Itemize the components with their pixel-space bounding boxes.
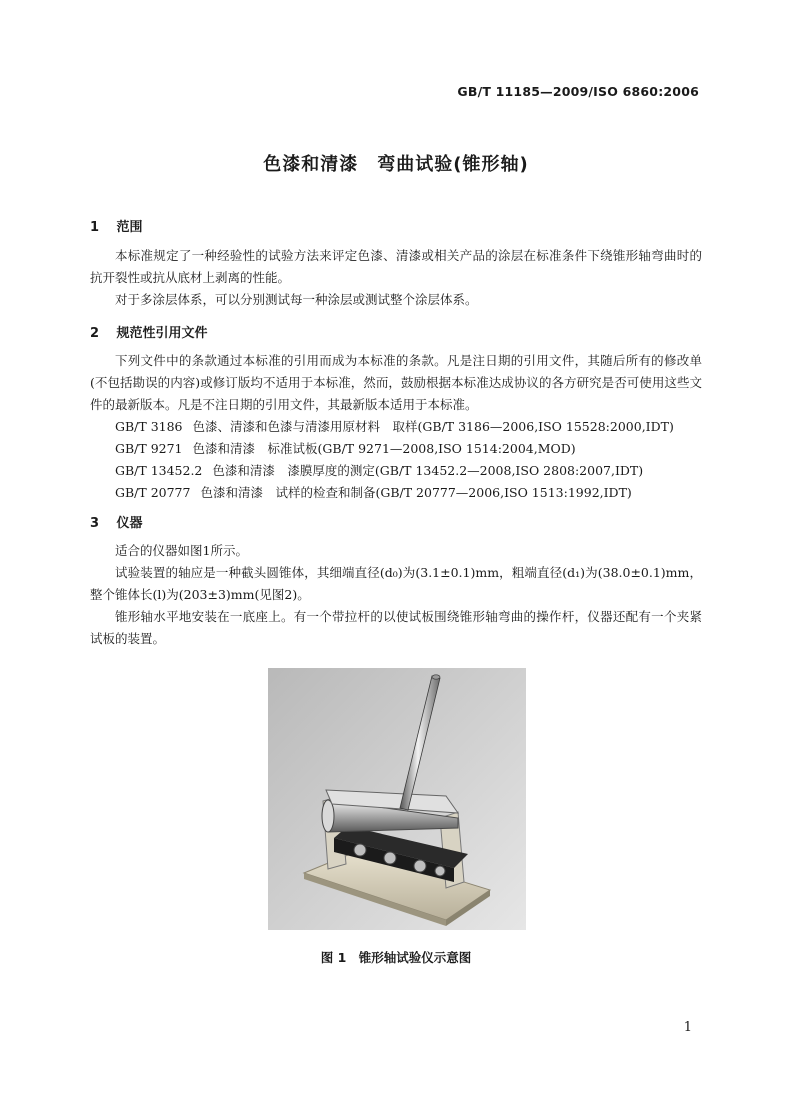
reference-code: GB/T 13452.2: [115, 463, 203, 478]
section-3-paragraph-1: 适合的仪器如图1所示。: [115, 543, 248, 558]
reference-item: [115, 416, 705, 438]
reference-text: 色漆和清漆 标准试板(GB/T 9271—2008,ISO 1514:2004,MOD): [192, 441, 576, 456]
section-title: 仪器: [116, 516, 143, 531]
section-2-paragraph-1: 下列文件中的条款通过本标准的引用而成为本标准的条款。凡是注日期的引用文件，其随后所有的修改单(不包括勘误的内容)或修订版均不适用于本标准，然而，鼓励根据本标准达成协议的各方研究是否可使用这些文件的最新版本。凡是不注日期的引用文件，其最新版本适用于本标准。: [90, 353, 702, 412]
section-1-paragraph-2: 对于多涂层体系，可以分别测试每一种涂层或测试整个涂层体系。: [115, 292, 478, 307]
page-number: 1: [683, 1020, 692, 1035]
reference-code: GB/T 9271: [115, 441, 183, 456]
section-3-paragraph-3: 锥形轴水平地安装在一底座上。有一个带拉杆的以使试板围绕锥形轴弯曲的操作杆，仪器还配有一个夹紧试板的装置。: [90, 609, 702, 646]
standard-code-header: GB/T 11185—2009/ISO 6860:2006: [457, 84, 699, 99]
reference-code: GB/T 3186: [115, 419, 183, 434]
section-1-paragraph-1: 本标准规定了一种经验性的试验方法来评定色漆、清漆或相关产品的涂层在标准条件下绕锥形轴弯曲时的抗开裂性或抗从底材上剥离的性能。: [90, 248, 702, 285]
reference-item: [115, 460, 705, 482]
section-title: 范围: [116, 220, 143, 235]
section-number: 1: [90, 220, 100, 235]
section-number: 2: [90, 326, 100, 341]
section-1-heading: [90, 216, 143, 235]
section-number: 3: [90, 516, 100, 531]
figure-caption: 图 1 锥形轴试验仪示意图: [320, 950, 472, 965]
reference-text: 色漆和清漆 漆膜厚度的测定(GB/T 13452.2—2008,ISO 2808:2007,IDT): [212, 463, 644, 478]
conical-mandrel-apparatus-photo: [268, 668, 526, 930]
document-title: 色漆和清漆 弯曲试验(锥形轴): [263, 154, 529, 175]
section-3-heading: [90, 512, 143, 531]
reference-text: 色漆、清漆和色漆与清漆用原材料 取样(GB/T 3186—2006,ISO 15528:2000,IDT): [192, 419, 674, 434]
reference-text: 色漆和清漆 试样的检查和制备(GB/T 20777—2006,ISO 1513:1992,IDT): [200, 485, 632, 500]
reference-code: GB/T 20777: [115, 485, 191, 500]
reference-item: [115, 482, 705, 504]
reference-item: [115, 438, 705, 460]
section-title: 规范性引用文件: [116, 326, 208, 341]
section-3-paragraph-2: 试验装置的轴应是一种截头圆锥体，其细端直径(d₀)为(3.1±0.1)mm，粗端直径(d₁)为(38.0±0.1)mm，整个锥体长(l)为(203±3)mm(见图2)。: [90, 565, 702, 602]
section-2-heading: [90, 322, 208, 341]
